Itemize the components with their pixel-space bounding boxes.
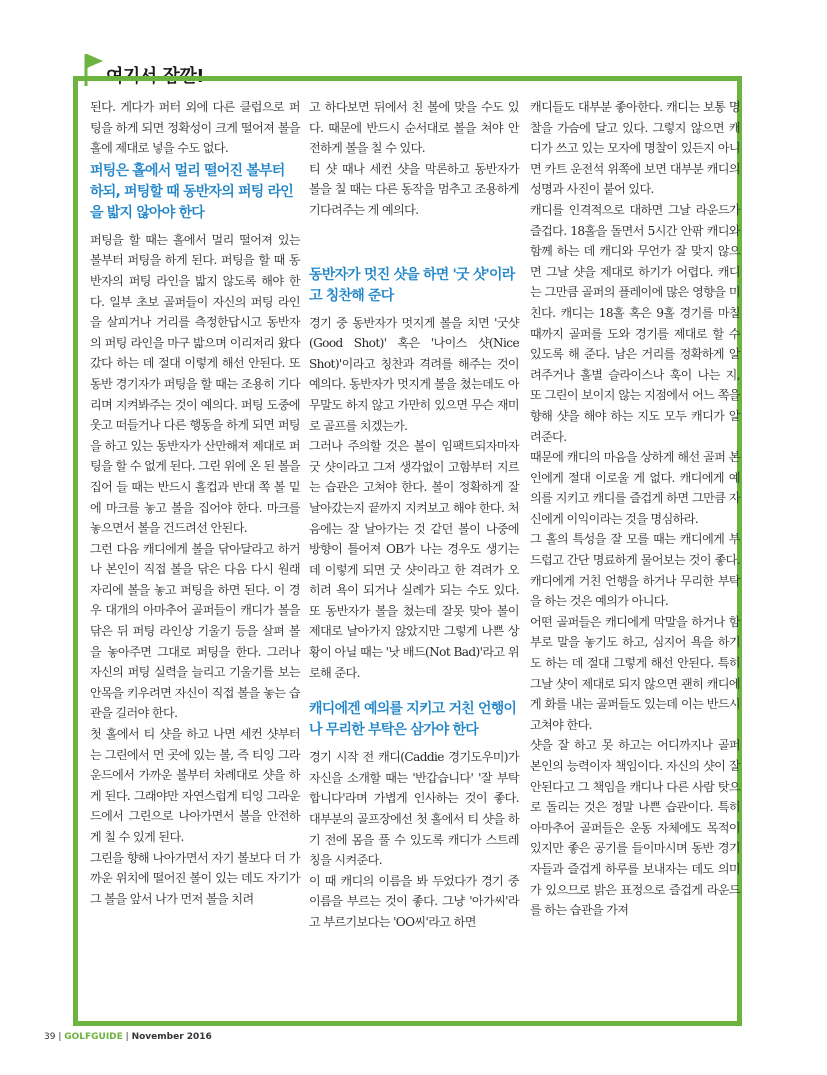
paragraph: 고 하다보면 뒤에서 친 볼에 맞을 수도 있다. 때문에 반드시 순서대로 볼을 쳐야 안전하게 볼을 칠 수 있다. (309, 100, 519, 156)
paragraph: 이 때 캐디의 이름을 봐 두었다가 경기 중 이름을 부르는 것이 좋다. 그냥 '아가씨'라고 부르기보다는 'OO씨'라고 하면 (309, 873, 519, 929)
paragraph: 때문에 캐디의 마음을 상하게 해선 골퍼 본인에게 절대 이로울 게 없다. 캐디에게 예의를 지키고 캐디를 즐겁게 하면 그만큼 자신에게 이익이라는 것을 명심하라. (530, 450, 740, 526)
paragraph: 그런 다음 캐디에게 볼을 닦아달라고 하거나 본인이 직접 볼을 닦은 다음 다시 원래 자리에 볼을 놓고 퍼팅을 하면 된다. 이 경우 대개의 아마추어 골퍼들이 캐디가 볼을 닦은 뒤 퍼팅 라인상 기울기 등을 살펴 볼을 놓아주면 그대로 퍼팅을 한다. 그러나 자신의 퍼팅 실력을 늘리고 기울기를 보는 안목을 키우려면 자신이 직접 볼을 놓는 습관을 길러야 한다. (90, 541, 300, 721)
paragraph: 그러나 주의할 것은 볼이 임팩트되자마자 굿 샷이라고 그저 생각없이 고함부터 지르는 습관은 고쳐야 한다. 볼이 정확하게 잘 날아갔는지 끝까지 지켜보고 해야 한다. 처음에는 잘 날아가는 것 같던 볼이 나중에 방향이 틀어져 OB가 나는 경우도 생기는데 이렇게 되면 굿 샷이라고 한 격려가 오히려 욕이 되거나 실례가 되는 수도 있다. 또 동반자가 볼을 쳤는데 잘못 맞아 볼이 제대로 날아가지 않았지만 그렇게 나쁜 상황이 아닐 때는 '낫 배드(Not Bad)'라고 위로해 준다. (309, 439, 519, 680)
subheading: 퍼팅은 홀에서 멀리 떨어진 볼부터 하되, 퍼팅할 때 동반자의 퍼팅 라인을 밟지 않아야 한다 (90, 162, 294, 221)
magazine-brand: GOLFGUIDE (64, 1032, 123, 1042)
paragraph: 그 홀의 특성을 잘 모를 때는 캐디에게 부드럽고 간단 명료하게 물어보는 것이 좋다. 캐디에게 거친 언행을 하거나 무리한 부탁을 하는 것은 예의가 아니다. (530, 532, 740, 609)
subheading: 동반자가 멋진 샷을 하면 '굿 샷'이라고 칭찬해 준다 (309, 266, 515, 304)
paragraph: 경기 시작 전 캐디(Caddie 경기도우미)가 자신을 소개할 때는 '반갑습니다' '잘 부탁합니다'라며 가볍게 인사하는 것이 좋다. 대부분의 골프장에선 첫 홀에서 티 샷을 하기 전에 몸을 풀 수 있도록 캐디가 스트레칭을 시켜준다. (309, 750, 519, 868)
paragraph: 티 샷 때나 세컨 샷을 막론하고 동반자가 볼을 칠 때는 다른 동작을 멈추고 조용하게 기다려주는 게 예의다. (309, 161, 519, 217)
subheading: 캐디에겐 예의를 지키고 거친 언행이나 무리한 부탁은 삼가야 한다 (309, 701, 517, 739)
paragraph: 첫 홀에서 티 샷을 하고 나면 세컨 샷부터는 그린에서 먼 곳에 있는 볼, 즉 티잉 그라운드에서 가까운 볼부터 차례대로 샷을 하게 된다. 그래야만 자연스럽게 티잉 그라운드에서 그린으로 나아가면서 볼을 안전하게 칠 수 있게 된다. (90, 727, 300, 844)
issue-date: November 2016 (131, 1032, 212, 1042)
article-column-3 (530, 97, 740, 921)
page-footer: 39 | GOLFGUIDE | November 2016 (44, 1032, 212, 1042)
paragraph: 된다. 게다가 퍼터 외에 다른 클럽으로 퍼팅을 하게 되면 정확성이 크게 떨어져 볼을 홀에 제대로 넣을 수도 없다. (90, 100, 300, 156)
paragraph: 캐디를 인격적으로 대하면 그날 라운드가 즐겁다. 18홀을 돌면서 5시간 안팎 캐디와 함께 하는 데 캐디와 무언가 잘 맞지 않으면 그날 샷을 제대로 하기가 어렵다. 캐디는 그만큼 골퍼의 플레이에 많은 영향을 미친다. 캐디는 18홀 혹은 9홀 경기를 마칠 때까지 골퍼를 도와 경기를 제대로 할 수 있도록 해 준다. 남은 거리를 정확하게 알려주거나 홀별 슬라이스나 훅이 나는 지, 또 그린이 보이지 않는 지점에서 어느 쪽을 향해 샷을 해야 하는 지도 모두 캐디가 알려준다. (530, 202, 740, 444)
paragraph: 샷을 잘 하고 못 하고는 어디까지나 골퍼 본인의 능력이자 책임이다. 자신의 샷이 잘 안된다고 그 책임을 캐디나 다른 사람 탓으로 돌리는 것은 정말 나쁜 습관이다. 특히 아마추어 골퍼들은 운동 자체에도 목적이 있지만 좋은 공기를 들이마시며 동반 경기자들과 즐겁게 하루를 보내자는 데도 의미가 있으므로 밝은 표정으로 즐겁게 라운드를 하는 습관을 가져 (530, 738, 740, 918)
article-column-2 (309, 97, 519, 933)
paragraph: 경기 중 동반자가 멋지게 볼을 치면 '굿샷(Good Shot)' 혹은 '나이스 샷(Nice Shot)'이라고 칭찬과 격려를 해주는 것이 예의다. 동반자가 멋지게 볼을 쳤는데도 아무말도 하지 않고 가만히 있으면 무슨 재미로 골프를 치겠는가. (309, 315, 519, 433)
section-title: 여기서 잠깐! (106, 66, 204, 87)
paragraph: 어떤 골퍼들은 캐디에게 막말을 하거나 함부로 말을 놓기도 하고, 심지어 욕을 하기도 하는 데 절대 그렇게 해선 안된다. 특히 그날 샷이 제대로 되지 않으면 괜히 캐디에게 화를 내는 골퍼들도 있는데 이는 반드시 고쳐야 한다. (530, 614, 740, 732)
page-number: 39 (44, 1032, 56, 1042)
paragraph: 캐디들도 대부분 좋아한다. 캐디는 보통 명찰을 가슴에 달고 있다. 그렇지 않으면 캐디가 쓰고 있는 모자에 명찰이 있든지 아니면 카트 운전석 위쪽에 보면 대부분 캐디의 성명과 사진이 붙어 있다. (530, 100, 740, 197)
article-column-1 (90, 97, 300, 909)
paragraph: 그린을 향해 나아가면서 자기 볼보다 더 가까운 위치에 떨어진 볼이 있는 데도 자기가 그 볼을 앞서 나가 먼저 볼을 치려 (90, 850, 300, 906)
paragraph: 퍼팅을 할 때는 홀에서 멀리 떨어져 있는 볼부터 퍼팅을 하게 된다. 퍼팅을 할 때 동반자의 퍼팅 라인을 밟지 않도록 해야 한다. 일부 초보 골퍼들이 자신의 퍼팅 라인을 살피거나 거리를 측정한답시고 동반자의 퍼팅 라인을 마구 밟으며 이리저리 왔다갔다 하는 데 절대 이렇게 해선 안된다. 또 동반 경기자가 퍼팅을 할 때는 조용히 기다리며 지켜봐주는 것이 예의다. 퍼팅 도중에 웃고 떠들거나 다른 행동을 하게 되면 퍼팅을 하고 있는 동반자가 산만해져 제대로 퍼팅을 할 수 없게 된다. 그린 위에 온 된 볼을 집어 들 때는 반드시 홀컵과 반대 쪽 볼 밑에 마크를 놓고 볼을 집어야 한다. 마크를 놓으면서 볼을 건드려선 안된다. (90, 232, 300, 536)
